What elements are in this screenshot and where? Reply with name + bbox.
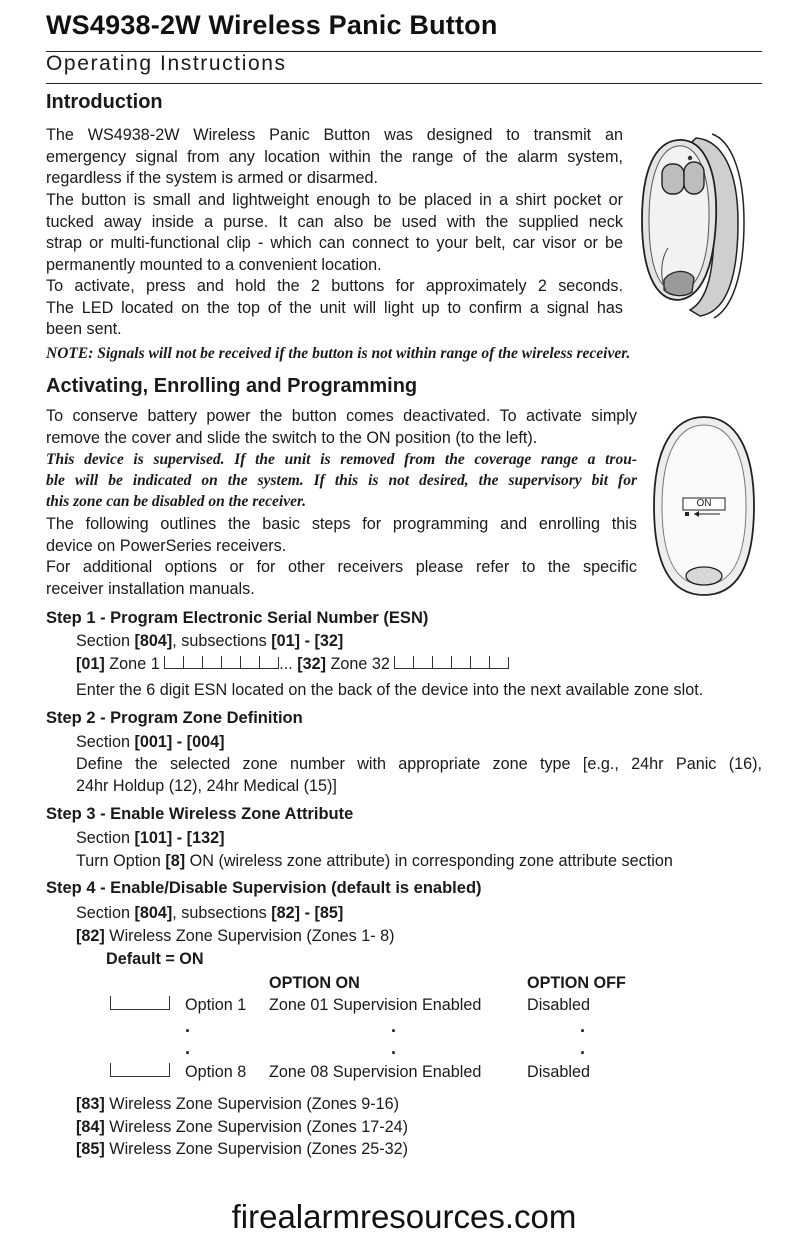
zone-1-label: Zone 1 (104, 655, 165, 673)
subsection-code: [82] (76, 927, 105, 945)
text-line: device on PowerSeries receivers. (46, 536, 287, 555)
step-1-section (76, 630, 343, 652)
text-line: To conserve battery power the button comes deactivated. To activate simply (46, 407, 637, 425)
intro-paragraph-3 (46, 276, 623, 341)
option-off-header: OPTION OFF (527, 974, 626, 992)
option-label: Option 8 (185, 1063, 247, 1081)
step-4-section (76, 902, 343, 924)
text-line: this zone can be disabled on the receiver. (46, 493, 307, 510)
esn-digit-slot (394, 656, 413, 669)
subsection-code: [85] (76, 1140, 105, 1158)
text: , subsections (172, 632, 272, 650)
text-line: emergency signal from any location within the range of the alarm system, (46, 147, 623, 166)
zone-1-code: [01] (76, 655, 105, 673)
default-text: Default = ON (106, 950, 204, 968)
intro-note: NOTE: Signals will not be received if the button is not within range of the wireless receiver. (46, 345, 631, 362)
subsection-range: [01] - [32] (271, 632, 344, 650)
text-line: permanently mounted to a convenient location. (46, 255, 382, 274)
continuation-dot: . (391, 1038, 397, 1058)
introduction-heading: Introduction (46, 91, 163, 113)
continuation-dot: . (391, 1016, 397, 1036)
zone-32-code: [32] (297, 655, 326, 673)
text: Turn Option (76, 852, 166, 870)
default-label (106, 948, 204, 970)
subtitle-rule (46, 83, 762, 84)
text-line: This device is supervised. If the unit is removed from the coverage range a trou- (46, 451, 637, 468)
text-line: The button is small and lightweight enough to be placed in a shirt pocket or (46, 191, 623, 209)
section-code: [804] (134, 632, 173, 650)
option-off-value: Disabled (527, 996, 590, 1014)
option-on-value: Zone 01 Supervision Enabled (269, 996, 482, 1014)
esn-digit-slot (451, 656, 470, 669)
text: Wireless Zone Supervision (Zones 9-16) (104, 1095, 399, 1113)
esn-digit-slot (259, 656, 278, 669)
esn-digit-slot (202, 656, 221, 669)
text-line: Define the selected zone number with appropriate zone type [e.g., 24hr Panic (16), (76, 755, 762, 773)
option-off-value: Disabled (527, 1063, 590, 1081)
switch-on-label: ON (696, 498, 712, 509)
esn-digit-slot (221, 656, 240, 669)
text: Section (76, 904, 135, 922)
footer-watermark: firealarmresources.com (231, 1198, 577, 1235)
continuation-dot: . (185, 1038, 191, 1058)
option-row (110, 996, 170, 1015)
text: , subsections (172, 904, 272, 922)
step-4-heading: Step 4 - Enable/Disable Supervision (default is enabled) (46, 879, 482, 897)
text: Wireless Zone Supervision (Zones 1- 8) (104, 927, 395, 945)
esn-digit-slot (470, 656, 489, 669)
text-line: regardless if the system is armed or disarmed. (46, 169, 378, 187)
step-3-description (76, 850, 673, 872)
activating-paragraph-1 (46, 406, 637, 449)
activating-heading: Activating, Enrolling and Programming (46, 375, 418, 397)
continuation-dot: . (580, 1016, 586, 1036)
esn-digit-slot (432, 656, 451, 669)
option-label: Option 1 (185, 996, 247, 1014)
option-on-value: Zone 08 Supervision Enabled (269, 1063, 482, 1081)
esn-digit-slot (489, 656, 508, 669)
continuation-dot: . (185, 1016, 191, 1036)
subsection-range: [82] - [85] (271, 904, 344, 922)
supervised-note (46, 449, 637, 512)
subsection-85 (76, 1138, 408, 1160)
option-blank-slot (110, 996, 170, 1010)
text: Section (76, 632, 135, 650)
text-line: The WS4938-2W Wireless Panic Button was designed to transmit an (46, 126, 623, 144)
text-line: For additional options or for other receivers please refer to the specific (46, 558, 637, 576)
esn-digit-slot (164, 656, 183, 669)
step-3-section (76, 827, 224, 849)
page-title: WS4938-2W Wireless Panic Button (46, 10, 498, 40)
section-code: [804] (134, 904, 173, 922)
text: Section (76, 829, 135, 847)
text: Wireless Zone Supervision (Zones 17-24) (104, 1118, 408, 1136)
option-row (110, 1063, 170, 1082)
option-code: [8] (165, 852, 186, 870)
text-line: tucked away inside a purse. It can also be used with the supplied neck (46, 212, 623, 231)
subsection-code: [84] (76, 1118, 105, 1136)
text-line: The following outlines the basic steps for programming and enrolling this (46, 515, 637, 533)
page-subtitle: Operating Instructions (46, 52, 287, 75)
esn-digit-slot (183, 656, 202, 669)
intro-paragraph-2 (46, 190, 623, 276)
activating-paragraph-3 (46, 557, 637, 600)
subsection-84 (76, 1116, 408, 1138)
text-line: strap or multi-functional clip - which can connect to your belt, car visor or be (46, 234, 623, 252)
text-line: remove the cover and slide the switch to the ON position (to the left). (46, 428, 538, 447)
ellipsis: ... (279, 655, 293, 673)
subsection-82 (76, 925, 394, 947)
step-2-heading: Step 2 - Program Zone Definition (46, 709, 303, 727)
step-3-heading: Step 3 - Enable Wireless Zone Attribute (46, 805, 354, 823)
esn-slot-end (508, 657, 509, 669)
text-line: ble will be indicated on the system. If this is not desired, the supervisory bit for (46, 472, 637, 489)
text: Section (76, 733, 135, 751)
step-1-description: Enter the 6 digit ESN located on the back of the device into the next available zone slot. (76, 681, 704, 699)
section-range: [001] - [004] (134, 733, 225, 751)
activating-paragraph-2 (46, 514, 637, 557)
zone-32-label: Zone 32 (326, 655, 395, 673)
step-2-description (76, 754, 762, 797)
esn-slot-row (76, 655, 509, 674)
text: ON (wireless zone attribute) in corresponding zone attribute section (185, 852, 673, 870)
text-line: receiver installation manuals. (46, 579, 255, 598)
panic-button-with-clip-illustration (634, 130, 752, 320)
text-line: 24hr Holdup (12), 24hr Medical (15)] (76, 776, 337, 795)
intro-paragraph-1 (46, 125, 623, 190)
text-line: To activate, press and hold the 2 buttons for approximately 2 seconds. (46, 277, 623, 295)
esn-digit-slot (240, 656, 259, 669)
text-line: The LED located on the top of the unit will light up to confirm a signal has (46, 298, 623, 317)
step-2-section (76, 731, 224, 753)
step-1-heading: Step 1 - Program Electronic Serial Number (ESN) (46, 609, 429, 627)
option-blank-slot (110, 1063, 170, 1077)
subsection-code: [83] (76, 1095, 105, 1113)
continuation-dot: . (580, 1038, 586, 1058)
subsection-83 (76, 1093, 399, 1115)
esn-digit-slot (413, 656, 432, 669)
text: Wireless Zone Supervision (Zones 25-32) (104, 1140, 408, 1158)
option-on-header: OPTION ON (269, 974, 360, 992)
text-line: been sent. (46, 320, 122, 338)
section-range: [101] - [132] (134, 829, 225, 847)
